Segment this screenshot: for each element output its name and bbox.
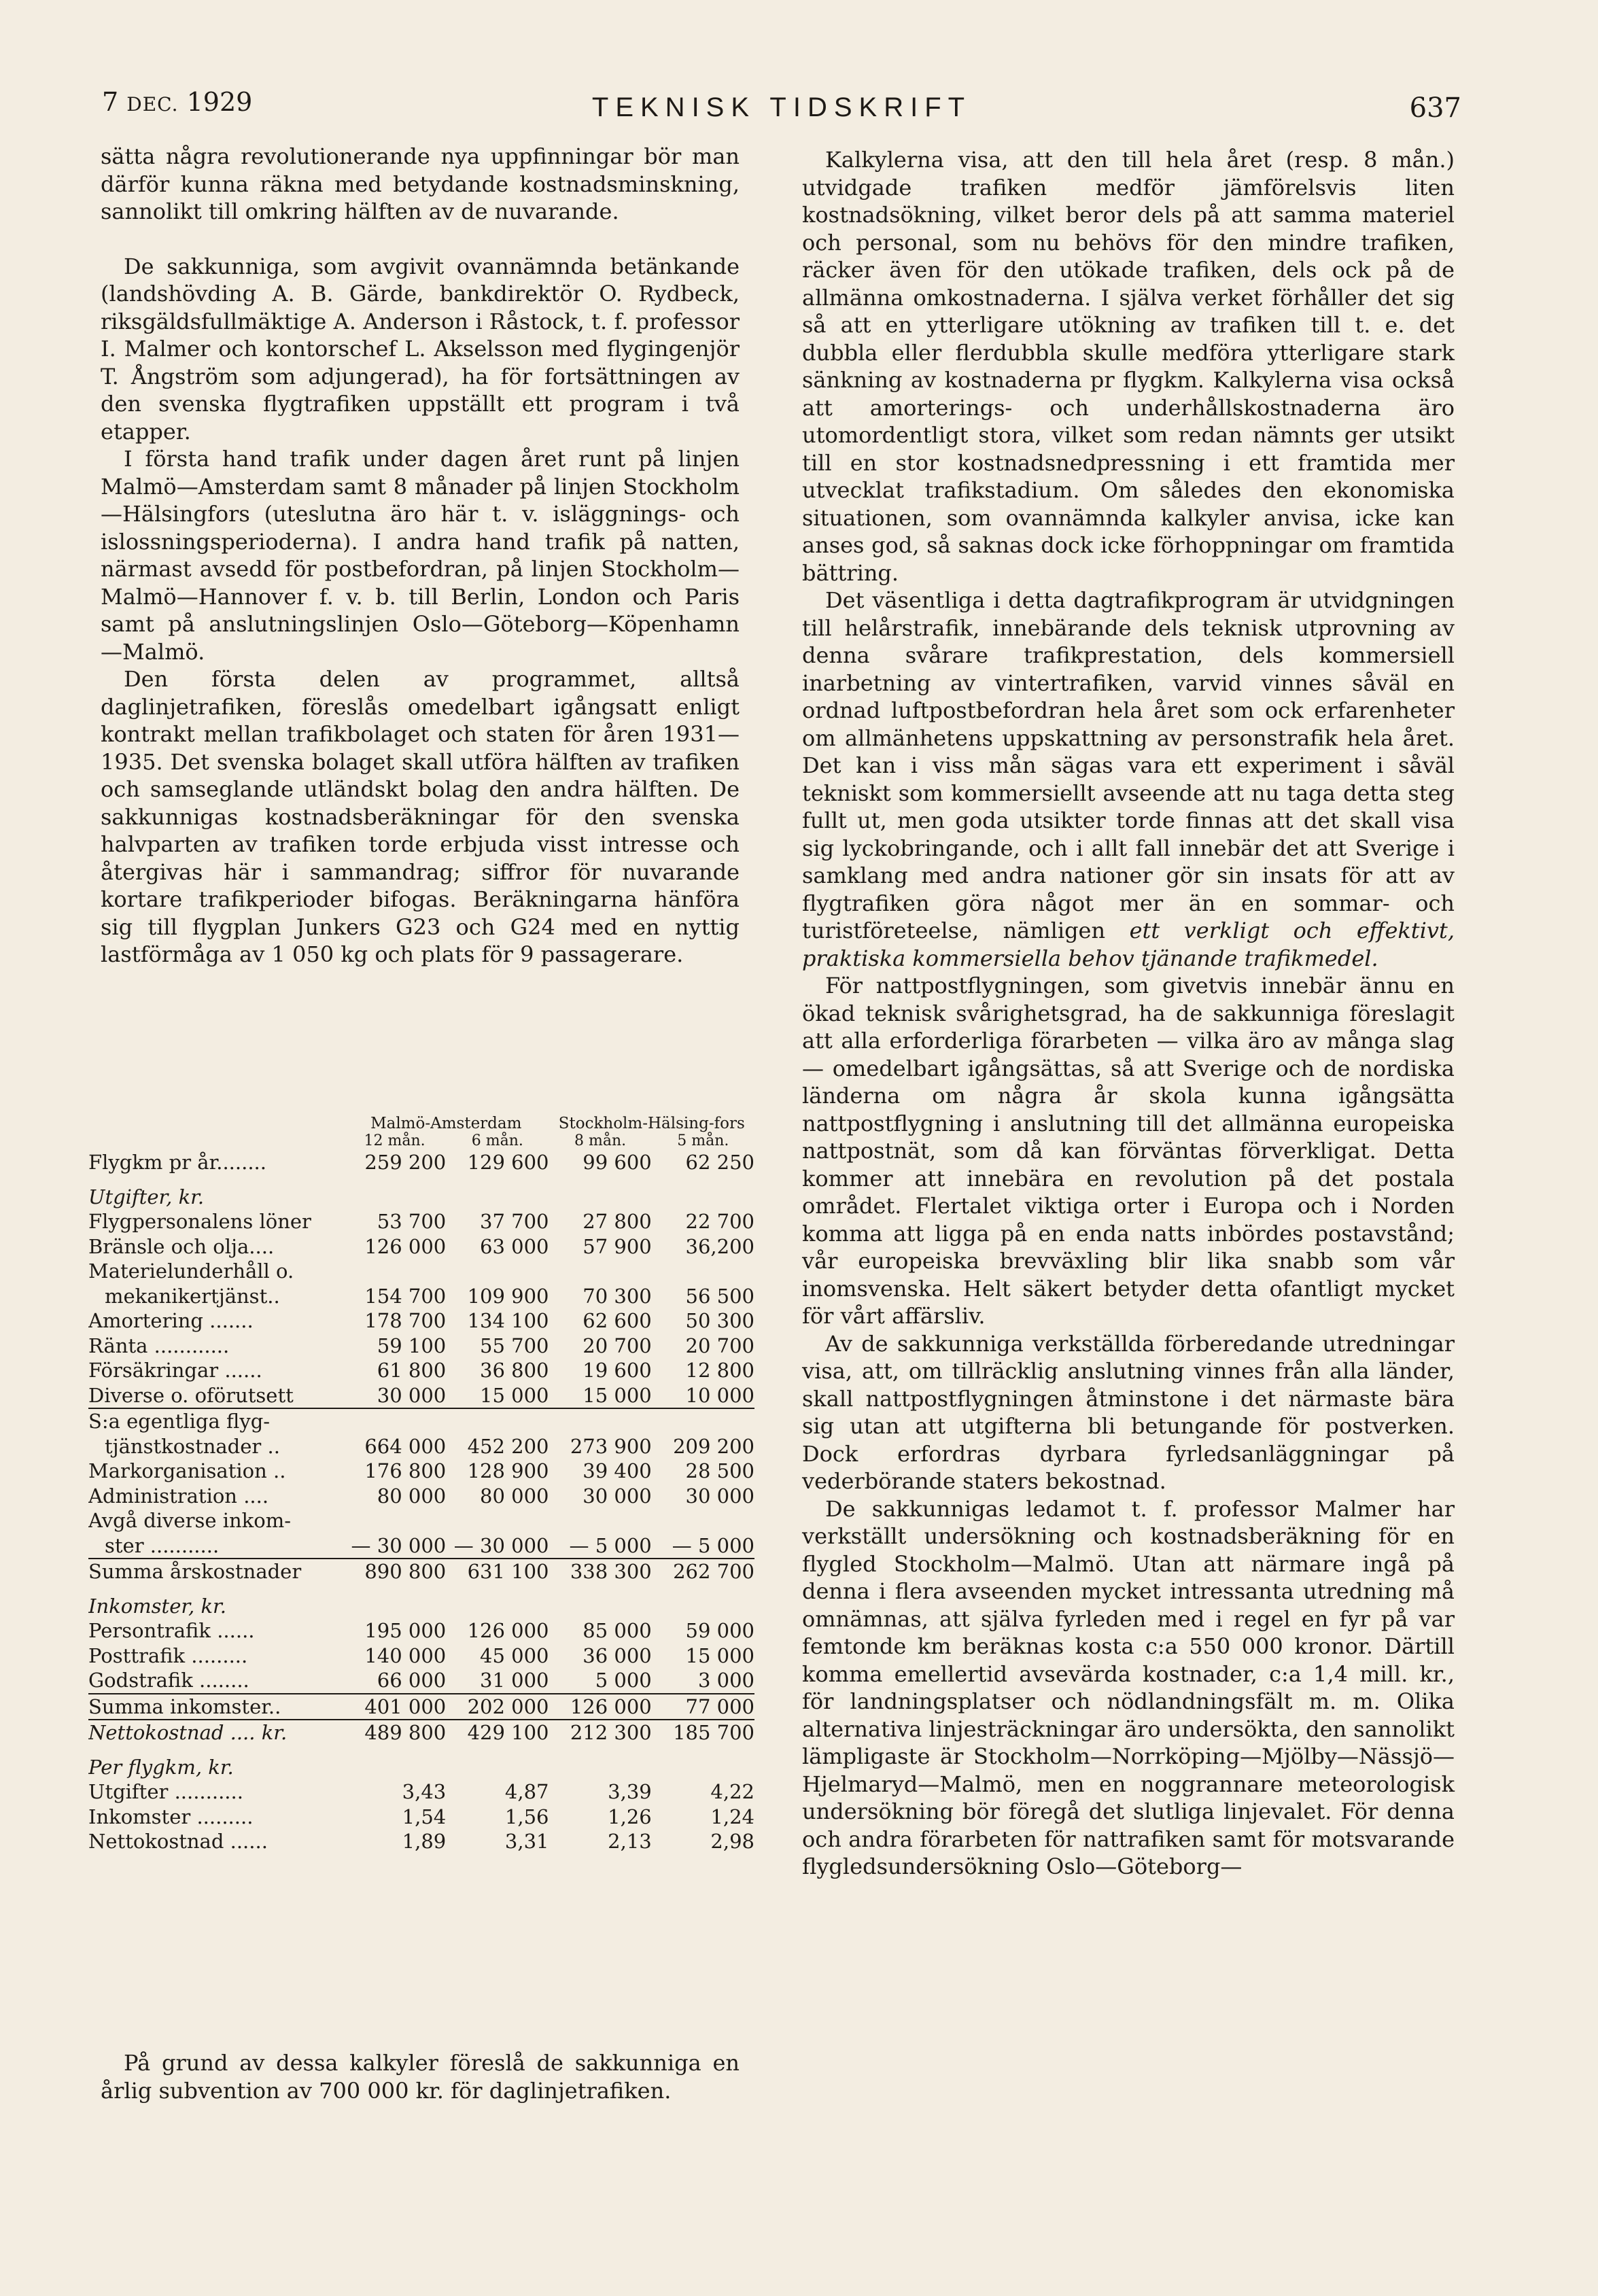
row-value: 1,89 [402, 1830, 447, 1853]
row-value: — 5 000 [672, 1533, 754, 1557]
row-value: 36 000 [583, 1643, 652, 1667]
row-value: 4,22 [710, 1780, 754, 1803]
row-value [549, 1259, 652, 1284]
row-value [549, 1508, 652, 1533]
row-value: 53 700 [377, 1210, 447, 1233]
date-month: DEC. [126, 93, 179, 116]
table-row [88, 1383, 754, 1409]
row-label: Summa inkomster.. [88, 1694, 343, 1720]
row-label: mekanikertjänst.. [105, 1284, 280, 1308]
table-spacer [88, 1584, 754, 1594]
table-row [88, 1358, 754, 1383]
table-row [88, 1668, 754, 1694]
table-row [88, 1150, 754, 1175]
row-value [446, 1408, 549, 1434]
group-stockholm-halsingfors: Stockholm-Hälsing-fors [558, 1115, 745, 1132]
row-value: 63 000 [480, 1234, 549, 1258]
row-value: 15 000 [583, 1383, 652, 1407]
row-value: 401 000 [343, 1694, 446, 1720]
paragraph: De sakkunnigas ledamot t. f. professor Malmer har verkställt undersökning och kostnadsberäkning för en flygled Stockholm—Malmö. Utan att närmare ingå på denna i flera avseenden mycket intressanta utredning må omnämnas, att själva fyrleden med i regel en fyr på var femtonde km beräknas kosta c:a 550 000 kronor. Därtill komma emellertid avsevärda kostnader, c:a 1,4 mill. kr., för landningsplatser och nödlandningsfält m. m. Olika alternativa linjesträckningar äro undersökta, den sannolikt lämpligaste är Stockholm—Norrköping—Mjölby—Nässjö—Hjelmaryd—Malmö, men en noggrannare meteorologisk undersökning bör föregå det slutliga linjevalet. För denna och andra förarbeten för nattrafiken samt för motsvarande flygledsundersökning Oslo—Göteborg— [802, 1495, 1455, 1879]
row-value [446, 1259, 549, 1284]
right-column [802, 146, 1455, 1881]
row-label: Summa årskostnader [88, 1559, 343, 1584]
col-8-man: 8 mån. [574, 1132, 627, 1149]
row-value: 80 000 [377, 1484, 447, 1508]
row-value: 664 000 [364, 1434, 447, 1458]
row-value: 631 100 [446, 1559, 549, 1584]
left-footer [101, 2049, 740, 2104]
paragraph-text: Det väsentliga i detta dagtrafikprogram är utvidgningen till helårstrafik, innebärande dels teknisk utprovning av denna svårare trafikprestation, dels kommersiell inarbetning av vintertrafiken, varvid vinnes såväl en ordnad luftpostbefordran hela året som ock erfarenheter om allmänhetens uppskattning av personstrafik hela året. Det kan i viss mån sägas vara ett experiment i såväl tekniskt som kommersiellt avseende att nu taga detta steg fullt ut, men goda utsikter torde finnas att det skall visa sig lyckobringande, och i allt fall innebär det att Sverige i samklang med andra nationer gör sin insats för att av flygtrafiken göra något mer än en sommar- och turistföreteelse, nämligen [802, 587, 1455, 943]
running-header [102, 87, 1461, 128]
row-label: Godstrafik ........ [88, 1669, 249, 1692]
row-value: 19 600 [583, 1359, 652, 1382]
table-row [88, 1284, 754, 1309]
row-value: 12 800 [685, 1359, 754, 1382]
row-value [652, 1185, 754, 1210]
table-row [88, 1308, 754, 1334]
row-value: 195 000 [364, 1619, 447, 1642]
row-value: 3,43 [402, 1780, 447, 1803]
table-row [88, 1618, 754, 1643]
row-value: 3,31 [504, 1830, 549, 1853]
row-value: 36 800 [480, 1359, 549, 1382]
row-value: — 30 000 [453, 1533, 549, 1557]
group-malmo-amsterdam: Malmö-Amsterdam [370, 1115, 522, 1132]
row-value: 273 900 [570, 1434, 652, 1458]
row-value [446, 1508, 549, 1533]
col-6-man: 6 mån. [471, 1132, 523, 1149]
row-value: 429 100 [446, 1720, 549, 1745]
row-value: 30 000 [685, 1484, 754, 1508]
row-value: 259 200 [364, 1151, 447, 1174]
row-value: 2,13 [608, 1830, 652, 1853]
row-value: 30 000 [377, 1383, 447, 1407]
col-5-man: 5 mån. [677, 1132, 729, 1149]
row-value: 31 000 [480, 1669, 549, 1692]
date-day: 7 [102, 87, 119, 117]
row-value [652, 1259, 754, 1284]
row-label: Försäkringar ...... [88, 1359, 262, 1382]
row-label: Posttrafik ......... [88, 1643, 248, 1667]
row-value: 109 900 [467, 1284, 549, 1308]
row-value: 452 200 [467, 1434, 549, 1458]
row-value [652, 1508, 754, 1533]
row-value: 80 000 [480, 1484, 549, 1508]
table-row [88, 1484, 754, 1509]
cost-table [88, 1115, 754, 1854]
paragraph: Den första delen av programmet, alltså daglinjetrafiken, föreslås omedelbart igångsatt enligt kontrakt mellan trafikbolaget och staten för åren 1931—1935. Det svenska bolaget skall utföra hälften av trafiken och samseglande utländskt bolag den andra hälften. De sakkunnigas kostnadsberäkningar för den svenska halvparten av trafiken torde erbjuda visst intresse och återgivas här i sammandrag; siffror för nuvarande kortare trafikperioder bifogas. Beräkningarna hänföra sig till flygplan Junkers G23 och G24 med en nyttig lastförmåga av 1 050 kg och plats för 9 passagerare. [101, 666, 740, 967]
row-value: — 5 000 [569, 1533, 652, 1557]
row-value: 212 300 [549, 1720, 652, 1745]
row-value: 1,24 [710, 1805, 754, 1828]
row-value: 39 400 [583, 1459, 652, 1482]
row-value: 489 800 [343, 1720, 446, 1745]
row-value: 176 800 [364, 1459, 447, 1482]
row-value: 154 700 [364, 1284, 447, 1308]
table-period-header [88, 1132, 754, 1150]
table-section-header [88, 1185, 754, 1210]
row-label: Utgifter, kr. [88, 1185, 205, 1208]
row-value: 55 700 [480, 1334, 549, 1357]
row-value: 85 000 [583, 1619, 652, 1642]
row-value: 262 700 [652, 1559, 754, 1584]
row-label: Nettokostnad .... kr. [88, 1720, 343, 1745]
row-label: Per flygkm, kr. [88, 1755, 234, 1779]
row-value: — 30 000 [351, 1533, 447, 1557]
row-value [549, 1185, 652, 1210]
table-row [88, 1643, 754, 1669]
table-row [88, 1829, 754, 1854]
paragraph: De sakkunniga, som avgivit ovannämnda betänkande (landshövding A. B. Gärde, bankdirektör O. Rydbeck, riksgäldsfullmäktige A. Anderson i Råstock, t. f. professor I. Malmer och kontorschef L. Akselsson med flygingenjör T. Ångström som adjungerad), ha för fortsättningen av den svenska flygtrafiken uppställt ett program i två etapper. [101, 253, 740, 445]
row-value: 99 600 [583, 1151, 652, 1174]
row-value: 45 000 [480, 1643, 549, 1667]
row-value: 20 700 [583, 1334, 652, 1357]
page-number: 637 [1409, 92, 1461, 124]
row-value: 61 800 [377, 1359, 447, 1382]
journal-title: TEKNISK TIDSKRIFT [591, 92, 972, 122]
table-row [88, 1209, 754, 1234]
row-value: 140 000 [364, 1643, 447, 1667]
row-label: Bränsle och olja.... [88, 1234, 275, 1258]
row-label: Flygpersonalens löner [88, 1210, 311, 1233]
row-label: Inkomster ......... [88, 1805, 254, 1828]
paragraph: Kalkylerna visa, att den till hela året (resp. 8 mån.) utvidgade trafiken medför jämförelsvis liten kostnadsökning, vilket beror dels på att samma materiel och personal, som nu behövs för den mindre trafiken, räcker även för den utökade trafiken, dels ock på de allmänna omkostnaderna. I själva verket förhåller det sig så att en ytterligare utökning av trafiken till t. e. det dubbla eller flerdubbla skulle medföra ytterligare stark sänkning av kostnaderna pr flygkm. Kalkylerna visa också att amorterings- och underhållskostnaderna äro utomordentligt stora, vilket som redan nämnts ger utsikt till en stor kostnadsnedpressning i ett framtida mer utvecklat trafikstadium. Om således den ekonomiska situationen, som ovannämnda kalkyler anvisa, icke kan anses god, så saknas dock icke förhoppningar om framtida bättring. [802, 147, 1455, 586]
paragraph: sätta några revolutionerande nya uppfinningar bör man därför kunna räkna med betydande kostnadsminskning, sannolikt till omkring hälften av de nuvarande. [101, 143, 740, 224]
row-value: 70 300 [583, 1284, 652, 1308]
paragraph: I första hand trafik under dagen året runt på linjen Malmö—Amsterdam samt 8 månader på linjen Stockholm—Hälsingfors (uteslutna äro här t. v. isläggnings- och islossningsperioderna). I andra hand trafik på natten, närmast avsedd för postbefordran, på linjen Stockholm—Malmö—Hannover f. v. b. till Berlin, London och Paris samt på anslutningslinjen Oslo—Göteborg—Köpenhamn—Malmö. [101, 446, 740, 665]
row-label: Nettokostnad ...... [88, 1830, 268, 1853]
row-value [343, 1259, 446, 1284]
row-label: Flygkm pr år........ [88, 1151, 266, 1174]
row-value: 56 500 [685, 1284, 754, 1308]
row-value: 338 300 [549, 1559, 652, 1584]
row-value: 27 800 [583, 1210, 652, 1233]
row-label: Utgifter ........... [88, 1780, 243, 1803]
row-value: 10 000 [685, 1383, 754, 1407]
row-value: 59 100 [377, 1334, 447, 1357]
row-value: 128 900 [467, 1459, 549, 1482]
row-value: 30 000 [583, 1484, 652, 1508]
row-value [549, 1408, 652, 1434]
row-label: Amortering ....... [88, 1309, 254, 1332]
table-row [88, 1694, 754, 1720]
table-row [88, 1805, 754, 1830]
table-row [88, 1234, 754, 1259]
row-value [652, 1408, 754, 1434]
row-value: 209 200 [673, 1434, 754, 1458]
row-value [343, 1408, 446, 1434]
row-value: 202 000 [446, 1694, 549, 1720]
date-year: 1929 [186, 87, 253, 117]
row-value [446, 1185, 549, 1210]
row-value: 134 100 [467, 1309, 549, 1332]
row-value [343, 1755, 446, 1780]
table-row [88, 1720, 754, 1745]
row-value: 126 000 [364, 1234, 447, 1258]
row-value: 3,39 [608, 1780, 652, 1803]
row-value [446, 1594, 549, 1619]
table-section-header [88, 1594, 754, 1619]
row-value: 15 000 [480, 1383, 549, 1407]
row-value: 1,56 [504, 1805, 549, 1828]
row-value: 28 500 [685, 1459, 754, 1482]
table-group-header [88, 1115, 754, 1132]
row-label: ster ........... [105, 1533, 220, 1557]
row-value: 1,26 [608, 1805, 652, 1828]
table-row [88, 1334, 754, 1359]
row-label: Diverse o. oförutsett [88, 1383, 294, 1407]
row-value [343, 1508, 446, 1533]
row-value: 129 600 [467, 1151, 549, 1174]
row-value: 5 000 [595, 1669, 652, 1692]
row-value: 2,98 [710, 1830, 754, 1853]
row-value: 77 000 [652, 1694, 754, 1720]
table-row [88, 1434, 754, 1459]
row-value: 1,54 [402, 1805, 447, 1828]
row-value: 126 000 [467, 1619, 549, 1642]
table-row [88, 1779, 754, 1805]
row-label: Markorganisation .. [88, 1459, 286, 1482]
row-value [652, 1755, 754, 1780]
table-row [88, 1508, 754, 1533]
row-value: 185 700 [652, 1720, 754, 1745]
table-row [88, 1259, 754, 1284]
row-value: 62 250 [685, 1151, 754, 1174]
row-label: S:a egentliga flyg- [88, 1408, 343, 1434]
row-value: 62 600 [583, 1309, 652, 1332]
row-value [549, 1755, 652, 1780]
row-label: Ränta ............ [88, 1334, 230, 1357]
paragraph [802, 587, 1455, 972]
row-value: 36,200 [685, 1234, 754, 1258]
row-value: 22 700 [685, 1210, 754, 1233]
row-value: 57 900 [583, 1234, 652, 1258]
paragraph: För nattpostflygningen, som givetvis innebär ännu en ökad teknisk svårighetsgrad, ha de sakkunniga föreslagit att alla erforderliga förarbeten — vilka äro av många slag — omedelbart igångsättas, så att Sverige och de nordiska länderna om några år skola kunna igångsätta nattpostflygning i anslutning till det allmänna europeiska nattpostnät, som då kan förväntas förverkligat. Detta kommer att innebära en revolution på det postala området. Flertalet viktiga orter i Europa och i Norden komma att ligga på en enda natts inbördes postavstånd; vår europeiska brevväxling blir lika snabb som vår inomsvenska. Helt säkert betyder detta ofantligt mycket för vårt affärsliv. [802, 973, 1455, 1329]
row-value [343, 1594, 446, 1619]
row-value [549, 1594, 652, 1619]
row-value: 20 700 [685, 1334, 754, 1357]
row-value: 126 000 [549, 1694, 652, 1720]
row-value [446, 1755, 549, 1780]
col-12-man: 12 mån. [364, 1132, 425, 1149]
table-section-header [88, 1755, 754, 1780]
row-label: Inkomster, kr. [88, 1594, 226, 1618]
row-value: 59 000 [685, 1619, 754, 1642]
table-row [88, 1533, 754, 1559]
row-value [343, 1185, 446, 1210]
row-value: 50 300 [685, 1309, 754, 1332]
row-value: 3 000 [697, 1669, 754, 1692]
row-value: 66 000 [377, 1669, 447, 1692]
table-row [88, 1559, 754, 1584]
row-value: 178 700 [364, 1309, 447, 1332]
row-label: Persontrafik ...... [88, 1619, 255, 1642]
paragraph: På grund av dessa kalkyler föreslå de sakkunniga en årlig subvention av 700 000 kr. för daglinjetrafiken. [101, 2050, 740, 2104]
row-label: Administration .... [88, 1484, 269, 1508]
row-value: 15 000 [685, 1643, 754, 1667]
row-value: 4,87 [504, 1780, 549, 1803]
row-value: 37 700 [480, 1210, 549, 1233]
paragraph: Av de sakkunniga verkställda förberedande utredningar visa, att, om tillräcklig anslutning vinnes från alla länder, skall nattpostflygningen åtminstone i det närmaste bära sig utan att utgifterna bli betungande för postverken. Dock erfordras dyrbara fyrledsanläggningar på vederbörande staters bekostnad. [802, 1330, 1455, 1494]
row-label: Materielunderhåll o. [88, 1259, 294, 1283]
emphasis: ett verkligt och effektivt, praktiska kommersiella behov tjänande trafikmedel. [802, 918, 1455, 971]
table-row [88, 1459, 754, 1484]
row-label: Avgå diverse inkom- [88, 1509, 292, 1532]
left-column [101, 143, 740, 969]
table-spacer [88, 1745, 754, 1755]
row-value: 890 800 [343, 1559, 446, 1584]
table-spacer [88, 1175, 754, 1185]
row-value [652, 1594, 754, 1619]
table-row [88, 1408, 754, 1434]
row-label: tjänstkostnader .. [105, 1434, 280, 1458]
